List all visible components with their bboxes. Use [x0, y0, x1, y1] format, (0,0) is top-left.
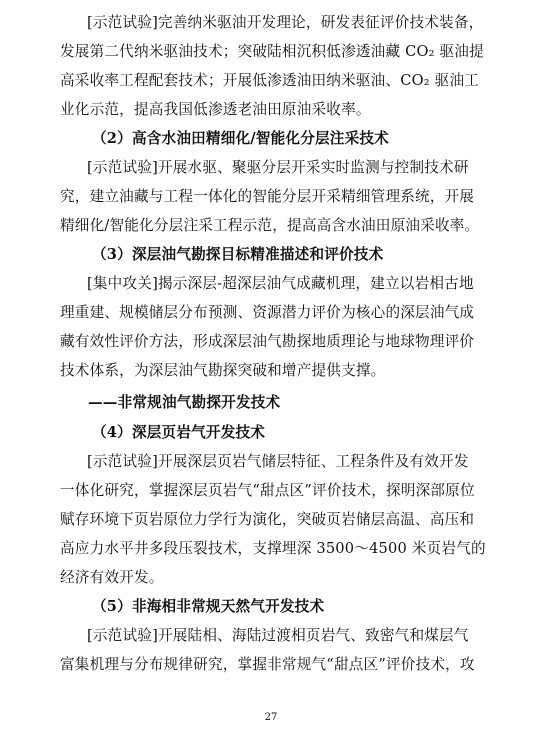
section-heading: （3）深层油气勘探目标精准描述和评价技术 — [92, 246, 384, 263]
body-text-line: 理重建、规模储层分布预测、资源潜力评价为核心的深层油气成 — [60, 304, 475, 321]
body-text-line: [示范试验]开展深层页岩气储层特征、工程条件及有效开发 — [87, 453, 469, 470]
body-text-line: [示范试验]开展陆相、海陆过渡相页岩气、致密气和煤层气 — [87, 627, 469, 644]
body-text-line: 经济有效开发。 — [60, 569, 164, 586]
body-text-line: 藏有效性评价方法，形成深层油气勘探地质理论与地球物理评价 — [60, 333, 475, 350]
category-heading: ——非常规油气勘探开发技术 — [88, 394, 281, 411]
body-text-line: 富集机理与分布规律研究，掌握非常规气“甜点区”评价技术，攻 — [60, 656, 475, 673]
page-number: 27 — [264, 712, 278, 723]
body-text-line: [示范试验]完善纳米驱油开发理论，研发表征评价技术装备， — [87, 14, 484, 31]
body-text-line: [集中攻关]揭示深层-超深层油气成藏机理，建立以岩相古地 — [87, 275, 474, 292]
body-text-line: 赋存环境下页岩原位力学行为演化，突破页岩储层高温、高压和 — [60, 511, 475, 528]
section-heading: （2）高含水油田精细化/智能化分层注采技术 — [92, 130, 389, 147]
body-text-line: 业化示范，提高我国低渗透老油田原油采收率。 — [60, 101, 371, 118]
section-heading: （4）深层页岩气开发技术 — [92, 424, 266, 441]
body-text-line: 技术体系，为深层油气勘探突破和增产提供支撑。 — [60, 362, 386, 379]
body-text-line: 精细化/智能化分层注采工程示范，提高高含水油田原油采收率。 — [60, 217, 480, 234]
body-text-line: 高采收率工程配套技术；开展低渗透油田纳米驱油、CO₂ 驱油工 — [60, 72, 480, 89]
body-text-line: 究，建立油藏与工程一体化的智能分层开采精细管理系统，开展 — [60, 188, 475, 205]
body-text-line: 一体化研究，掌握深层页岩气“甜点区”评价技术，探明深部原位 — [60, 482, 475, 499]
body-text-line: 高应力水平井多段压裂技术，支撑埋深 3500～4500 米页岩气的 — [60, 540, 486, 557]
section-heading: （5）非海相非常规天然气开发技术 — [92, 598, 325, 615]
body-text-line: [示范试验]开展水驱、聚驱分层开采实时监测与控制技术研 — [87, 159, 469, 176]
body-text-line: 发展第二代纳米驱油技术；突破陆相沉积低渗透油藏 CO₂ 驱油提 — [60, 43, 484, 60]
